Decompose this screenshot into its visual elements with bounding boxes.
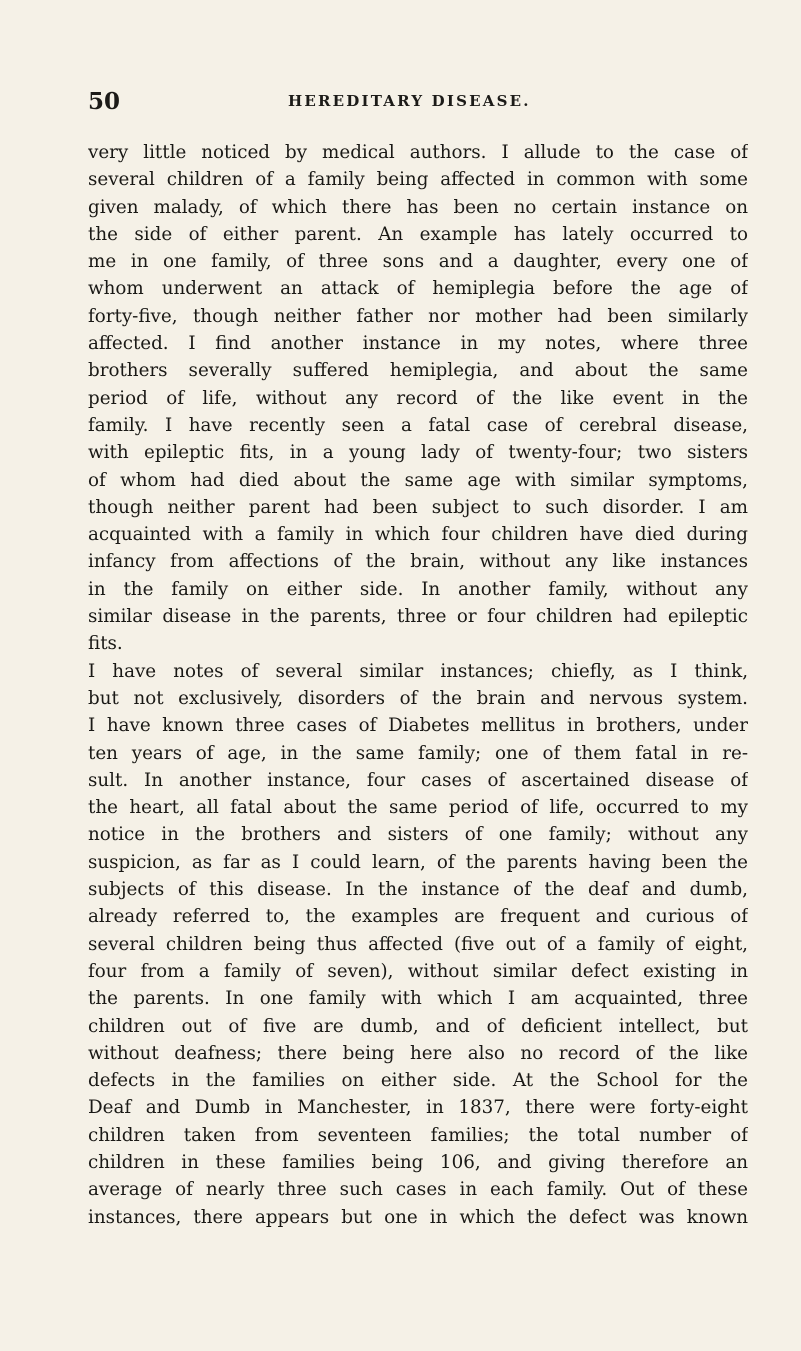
text-line: several children of a family being affected in common with some bbox=[88, 169, 748, 191]
text-line: four from a family of seven), without similar defect existing in bbox=[88, 960, 748, 982]
page-number: 50 bbox=[88, 88, 121, 115]
text-line: the side of either parent. An example has lately occurred to bbox=[88, 223, 748, 245]
text-line: notice in the brothers and sisters of one family; without any bbox=[88, 824, 748, 846]
text-line: whom underwent an attack of hemiplegia before the age of bbox=[88, 278, 748, 300]
text-line: average of nearly three such cases in each family. Out of these bbox=[88, 1179, 748, 1201]
text-line: similar disease in the parents, three or four children had epileptic bbox=[88, 606, 748, 628]
text-line: with epileptic fits, in a young lady of twenty-four; two sisters bbox=[88, 442, 748, 464]
text-line: very little noticed by medical authors. I allude to the case of bbox=[88, 142, 748, 163]
text-line: infancy from affections of the brain, without any like instances bbox=[88, 551, 748, 573]
text-line: though neither parent had been subject to such disorder. I am bbox=[88, 496, 748, 518]
text-line: of whom had died about the same age with similar symptoms, bbox=[88, 469, 748, 491]
text-line: instances, there appears but one in which the defect was known bbox=[88, 1206, 748, 1228]
text-line: I have notes of several similar instances; chiefly, as I think, bbox=[88, 660, 748, 682]
running-title: HEREDITARY DISEASE. bbox=[288, 92, 531, 110]
text-line: I have known three cases of Diabetes mellitus in brothers, under bbox=[88, 715, 748, 737]
text-line: ten years of age, in the same family; one of them fatal in re- bbox=[88, 742, 748, 764]
text-line: family. I have recently seen a fatal case of cerebral disease, bbox=[88, 414, 748, 436]
text-line: acquainted with a family in which four children have died during bbox=[88, 524, 748, 546]
text-line: children out of five are dumb, and of deficient intellect, but bbox=[88, 1015, 748, 1037]
text-line: period of life, without any record of the like event in the bbox=[88, 387, 748, 409]
text-line: Deaf and Dumb in Manchester, in 1837, there were forty-eight bbox=[88, 1097, 748, 1119]
text-line: children in these families being 106, and giving therefore an bbox=[88, 1151, 748, 1173]
page-header bbox=[0, 88, 801, 116]
text-line: defects in the families on either side. At the School for the bbox=[88, 1070, 748, 1092]
text-line: the parents. In one family with which I am acquainted, three bbox=[88, 988, 748, 1010]
text-line: without deafness; there being here also no record of the like bbox=[88, 1042, 748, 1064]
text-line: the heart, all fatal about the same period of life, occurred to my bbox=[88, 797, 748, 819]
text-line: but not exclusively, disorders of the brain and nervous system. bbox=[88, 687, 748, 709]
text-line: brothers severally suffered hemiplegia, and about the same bbox=[88, 360, 748, 382]
text-line: several children being thus affected (five out of a family of eight, bbox=[88, 933, 748, 955]
text-line: forty-five, though neither father nor mother had been similarly bbox=[88, 305, 748, 327]
text-line: fits. bbox=[88, 633, 123, 655]
text-line: affected. I find another instance in my notes, where three bbox=[88, 333, 748, 355]
body-text bbox=[88, 139, 748, 1231]
text-line: sult. In another instance, four cases of ascertained disease of bbox=[88, 769, 748, 791]
text-line: in the family on either side. In another family, without any bbox=[88, 578, 748, 600]
text-line: already referred to, the examples are frequent and curious of bbox=[88, 906, 748, 928]
text-line: subjects of this disease. In the instance of the deaf and dumb, bbox=[88, 879, 748, 901]
text-line: suspicion, as far as I could learn, of the parents having been the bbox=[88, 851, 748, 873]
text-line: children taken from seventeen families; the total number of bbox=[88, 1124, 748, 1146]
text-line: given malady, of which there has been no certain instance on bbox=[88, 196, 748, 218]
text-line: me in one family, of three sons and a daughter, every one of bbox=[88, 251, 748, 273]
